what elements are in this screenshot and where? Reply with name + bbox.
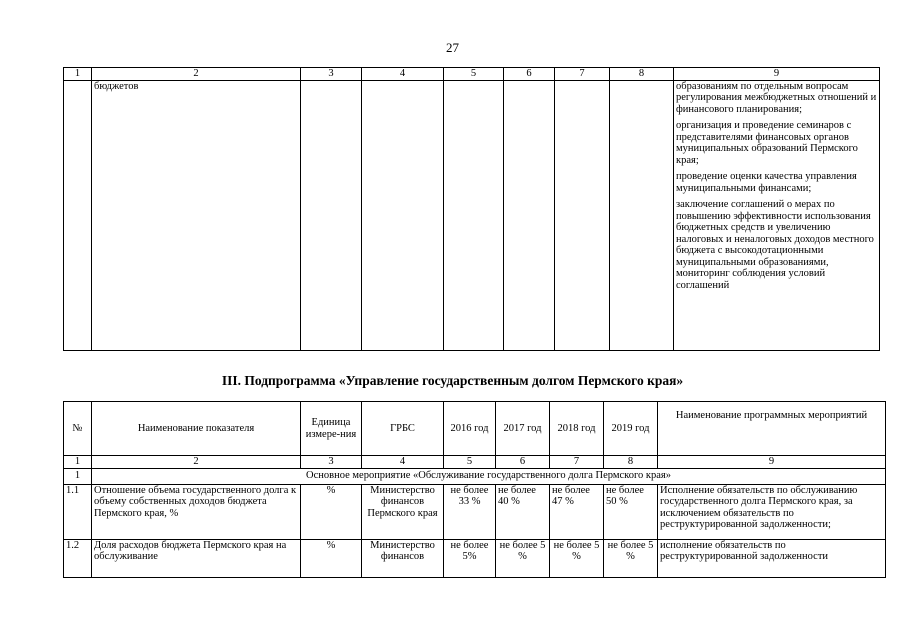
row-number: 1.1	[64, 484, 92, 539]
header-number: №	[64, 402, 92, 456]
value-2019: не более 50 %	[604, 484, 658, 539]
cell-empty	[610, 80, 674, 350]
cell-empty	[555, 80, 610, 350]
col-number: 9	[674, 68, 880, 81]
cell-empty	[444, 80, 504, 350]
unit-cell: %	[301, 484, 362, 539]
table-row	[64, 80, 880, 350]
indicator-name: Отношение объема государственного долга к объему собственных доходов бюджета Пермского края, %	[92, 484, 301, 539]
col-number: 7	[555, 68, 610, 81]
cell-indicator-name: бюджетов	[92, 80, 301, 350]
activity-paragraph: проведение оценки качества управления муниципальными финансами;	[676, 171, 857, 194]
activity-paragraph: образованиям по отдельным вопросам регулирования межбюджетных отношений и финансового планирования;	[676, 80, 877, 115]
col-number: 3	[301, 456, 362, 469]
continuation-table	[63, 67, 880, 351]
grbs-cell: Министерство финансов Пермского края	[362, 484, 444, 539]
value-2018: не более 47 %	[550, 484, 604, 539]
main-event-number: 1	[64, 468, 92, 484]
header-indicator: Наименование показателя	[92, 402, 301, 456]
header-unit: Единица измере-ния	[301, 402, 362, 456]
value-2019: не более 5 %	[604, 539, 658, 577]
value-2017: не более 5 %	[496, 539, 550, 577]
cell-empty	[504, 80, 555, 350]
activity-paragraph: заключение соглашений о мерах по повышению эффективности использования бюджетных средств и увеличению налоговых и неналоговых доходов местного бюджета с высокодотационными муниципальными образованиями, мониторинг соблюдения условий соглашений	[676, 199, 874, 291]
activities-cell: Исполнение обязательств по обслуживанию государственного долга Пермского края, за исключением обязательств по реструктурированной задолженности;	[658, 484, 886, 539]
row-number: 1.2	[64, 539, 92, 577]
value-2016: не более 33 %	[444, 484, 496, 539]
col-number: 4	[362, 68, 444, 81]
col-number: 9	[658, 456, 886, 469]
col-number: 1	[64, 68, 92, 81]
col-number: 2	[92, 68, 301, 81]
indicator-name: Доля расходов бюджета Пермского края на обслуживание	[92, 539, 301, 577]
col-number: 8	[604, 456, 658, 469]
value-2017: не более 40 %	[496, 484, 550, 539]
unit-cell: %	[301, 539, 362, 577]
header-activities: Наименование программных мероприятий	[658, 402, 886, 456]
table-row	[64, 539, 886, 577]
main-event-row	[64, 468, 886, 484]
col-number: 1	[64, 456, 92, 469]
grbs-cell: Министерство финансов	[362, 539, 444, 577]
column-number-row	[64, 456, 886, 469]
col-number: 8	[610, 68, 674, 81]
cell-empty	[64, 80, 92, 350]
main-event-text: Основное мероприятие «Обслуживание государственного долга Пермского края»	[92, 468, 886, 484]
col-number: 5	[444, 456, 496, 469]
col-number: 5	[444, 68, 504, 81]
col-number: 6	[504, 68, 555, 81]
col-number: 7	[550, 456, 604, 469]
header-year-2017: 2017 год	[496, 402, 550, 456]
col-number: 4	[362, 456, 444, 469]
page-number: 27	[446, 40, 459, 55]
table-row	[64, 484, 886, 539]
header-year-2016: 2016 год	[444, 402, 496, 456]
column-number-row	[64, 68, 880, 81]
header-year-2019: 2019 год	[604, 402, 658, 456]
activities-cell: исполнение обязательств по реструктурированной задолженности	[658, 539, 886, 577]
section-title: III. Подпрограмма «Управление государственным долгом Пермского края»	[221, 373, 684, 388]
col-number: 2	[92, 456, 301, 469]
header-grbs: ГРБС	[362, 402, 444, 456]
subprogram-table	[63, 401, 886, 578]
col-number: 6	[496, 456, 550, 469]
header-row	[64, 402, 886, 456]
value-2018: не более 5 %	[550, 539, 604, 577]
activity-paragraph: организация и проведение семинаров с представителями финансовых органов муниципальных образований Пермского края;	[676, 120, 858, 166]
cell-empty	[362, 80, 444, 350]
header-year-2018: 2018 год	[550, 402, 604, 456]
cell-activities	[674, 80, 880, 350]
col-number: 3	[301, 68, 362, 81]
value-2016: не более 5%	[444, 539, 496, 577]
cell-empty	[301, 80, 362, 350]
